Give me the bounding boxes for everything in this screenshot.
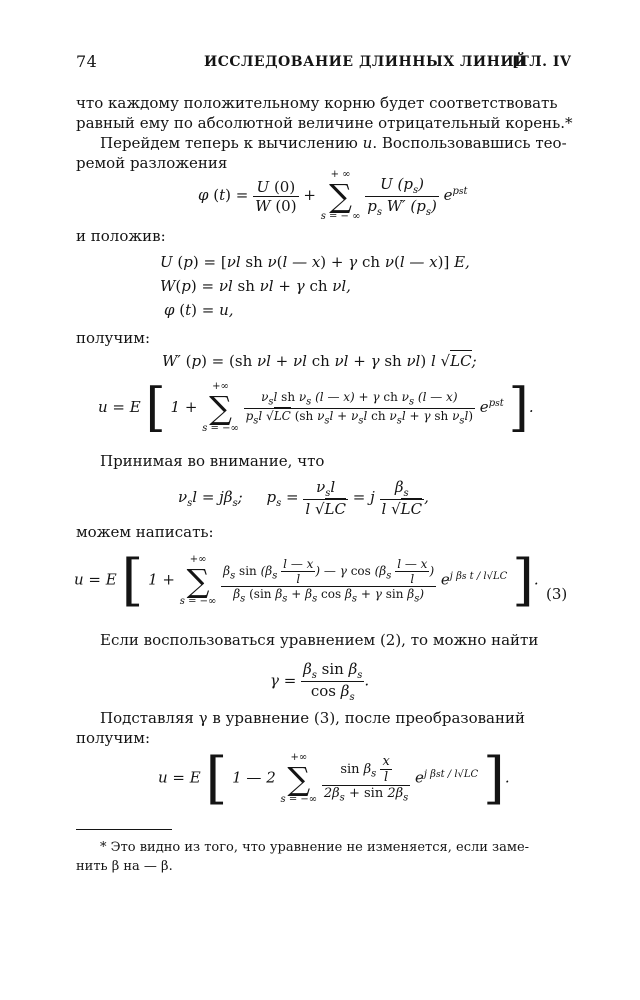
running-title: ИССЛЕДОВАНИЕ ДЛИННЫХ ЛИНИЙ [204,54,528,70]
text-fragment: Перейдем теперь к вычислению [100,134,358,152]
text-line: можем написать: [76,523,214,541]
footnote-line: нить β на — β. [76,859,173,874]
equation-w-p: W(p) = νl sh νl + γ ch νl, [160,277,351,295]
equation-w-prime: W′ (p) = (sh νl + νl ch νl + γ sh νl) l √LC; [162,352,477,370]
text-line: получим: [76,729,151,747]
variable-u: u [362,134,373,152]
text-line: ремой разложения [76,154,228,172]
text-fragment: . Воспользовавшись тео- [372,134,567,152]
text-line: получим: [76,329,151,347]
text-line: Подставляя γ в уравнение (3), после преобразований [100,709,525,727]
equation-final: u = E [ 1 — 2 +∞ ∑ s = −∞ $\sin \beta_s$ $\frac{x}{l}$ $2\beta_s + \sin 2\beta_s$ $e^{j \beta st / l√LC}$ ]. [158,746,510,811]
equation-nu-beta: $\nu_sl = j\beta_s$; $p_s$ = $\frac{\nu_sl}{l √LC}$ = j $\frac{\beta_s}{l √LC}$ , [178,478,429,518]
chapter-label: [ГЛ. IV [512,54,572,70]
footnote-rule [76,829,172,830]
footnote-line: * Это видно из того, что уравнение не изменяется, если заме- [100,840,530,855]
text-line: равный ему по абсолютной величине отрицательный корень.* [76,114,573,132]
text-line: Если воспользоваться уравнением (2), то можно найти [100,631,539,649]
equation-expansion: φ (t) = $\frac{U (0)}{W (0)}$ + + ∞ ∑ s = − ∞ $\frac{U (p_s)}{p_s W' (p_s)}$ $e^{pst}$ [198,169,468,222]
equation-u-p: U (p) = [νl sh ν(l — x) + γ ch ν(l — x)] E, [160,253,470,271]
text-line: Принимая во внимание, что [100,452,325,470]
equation-u-first: u = E [ 1 + +∞ ∑ s = −∞ $\frac{\nu_sl sh \nu_s (l — x) + \gamma ch \nu_s (l — x)}{p_sl √LC (sh \nu_sl + \nu_sl ch \nu_sl + \gamma sh \nu_sl)}$ $e^{pst}$ ]. [98,378,534,438]
text-line: и положив: [76,227,166,245]
text-line: что каждому положительному корню будет соответствовать [76,94,558,112]
equation-phi: φ (t) = u, [164,301,234,319]
page-number: 74 [76,52,98,71]
equation-number: (3) [546,585,568,603]
equation-3: u = E [ 1 + +∞ ∑ s = −∞ $\beta_s$ $\sin (\beta_s$ $\frac{l — x}{l}$ ) — γ $\cos (\beta_s$ $\frac{l — x}{l}$ ) $\beta_s$ (sin $\beta_s + \beta_s$ $\cos \beta_s + \gamma$ $\sin \beta_s$) $e^{j \beta s t / l√LC}$ ]. [74,548,539,613]
equation-gamma: γ = $\frac{\beta_s \sin \beta_s}{\cos \beta_s}$ . [270,660,370,703]
text-line [100,133,567,153]
